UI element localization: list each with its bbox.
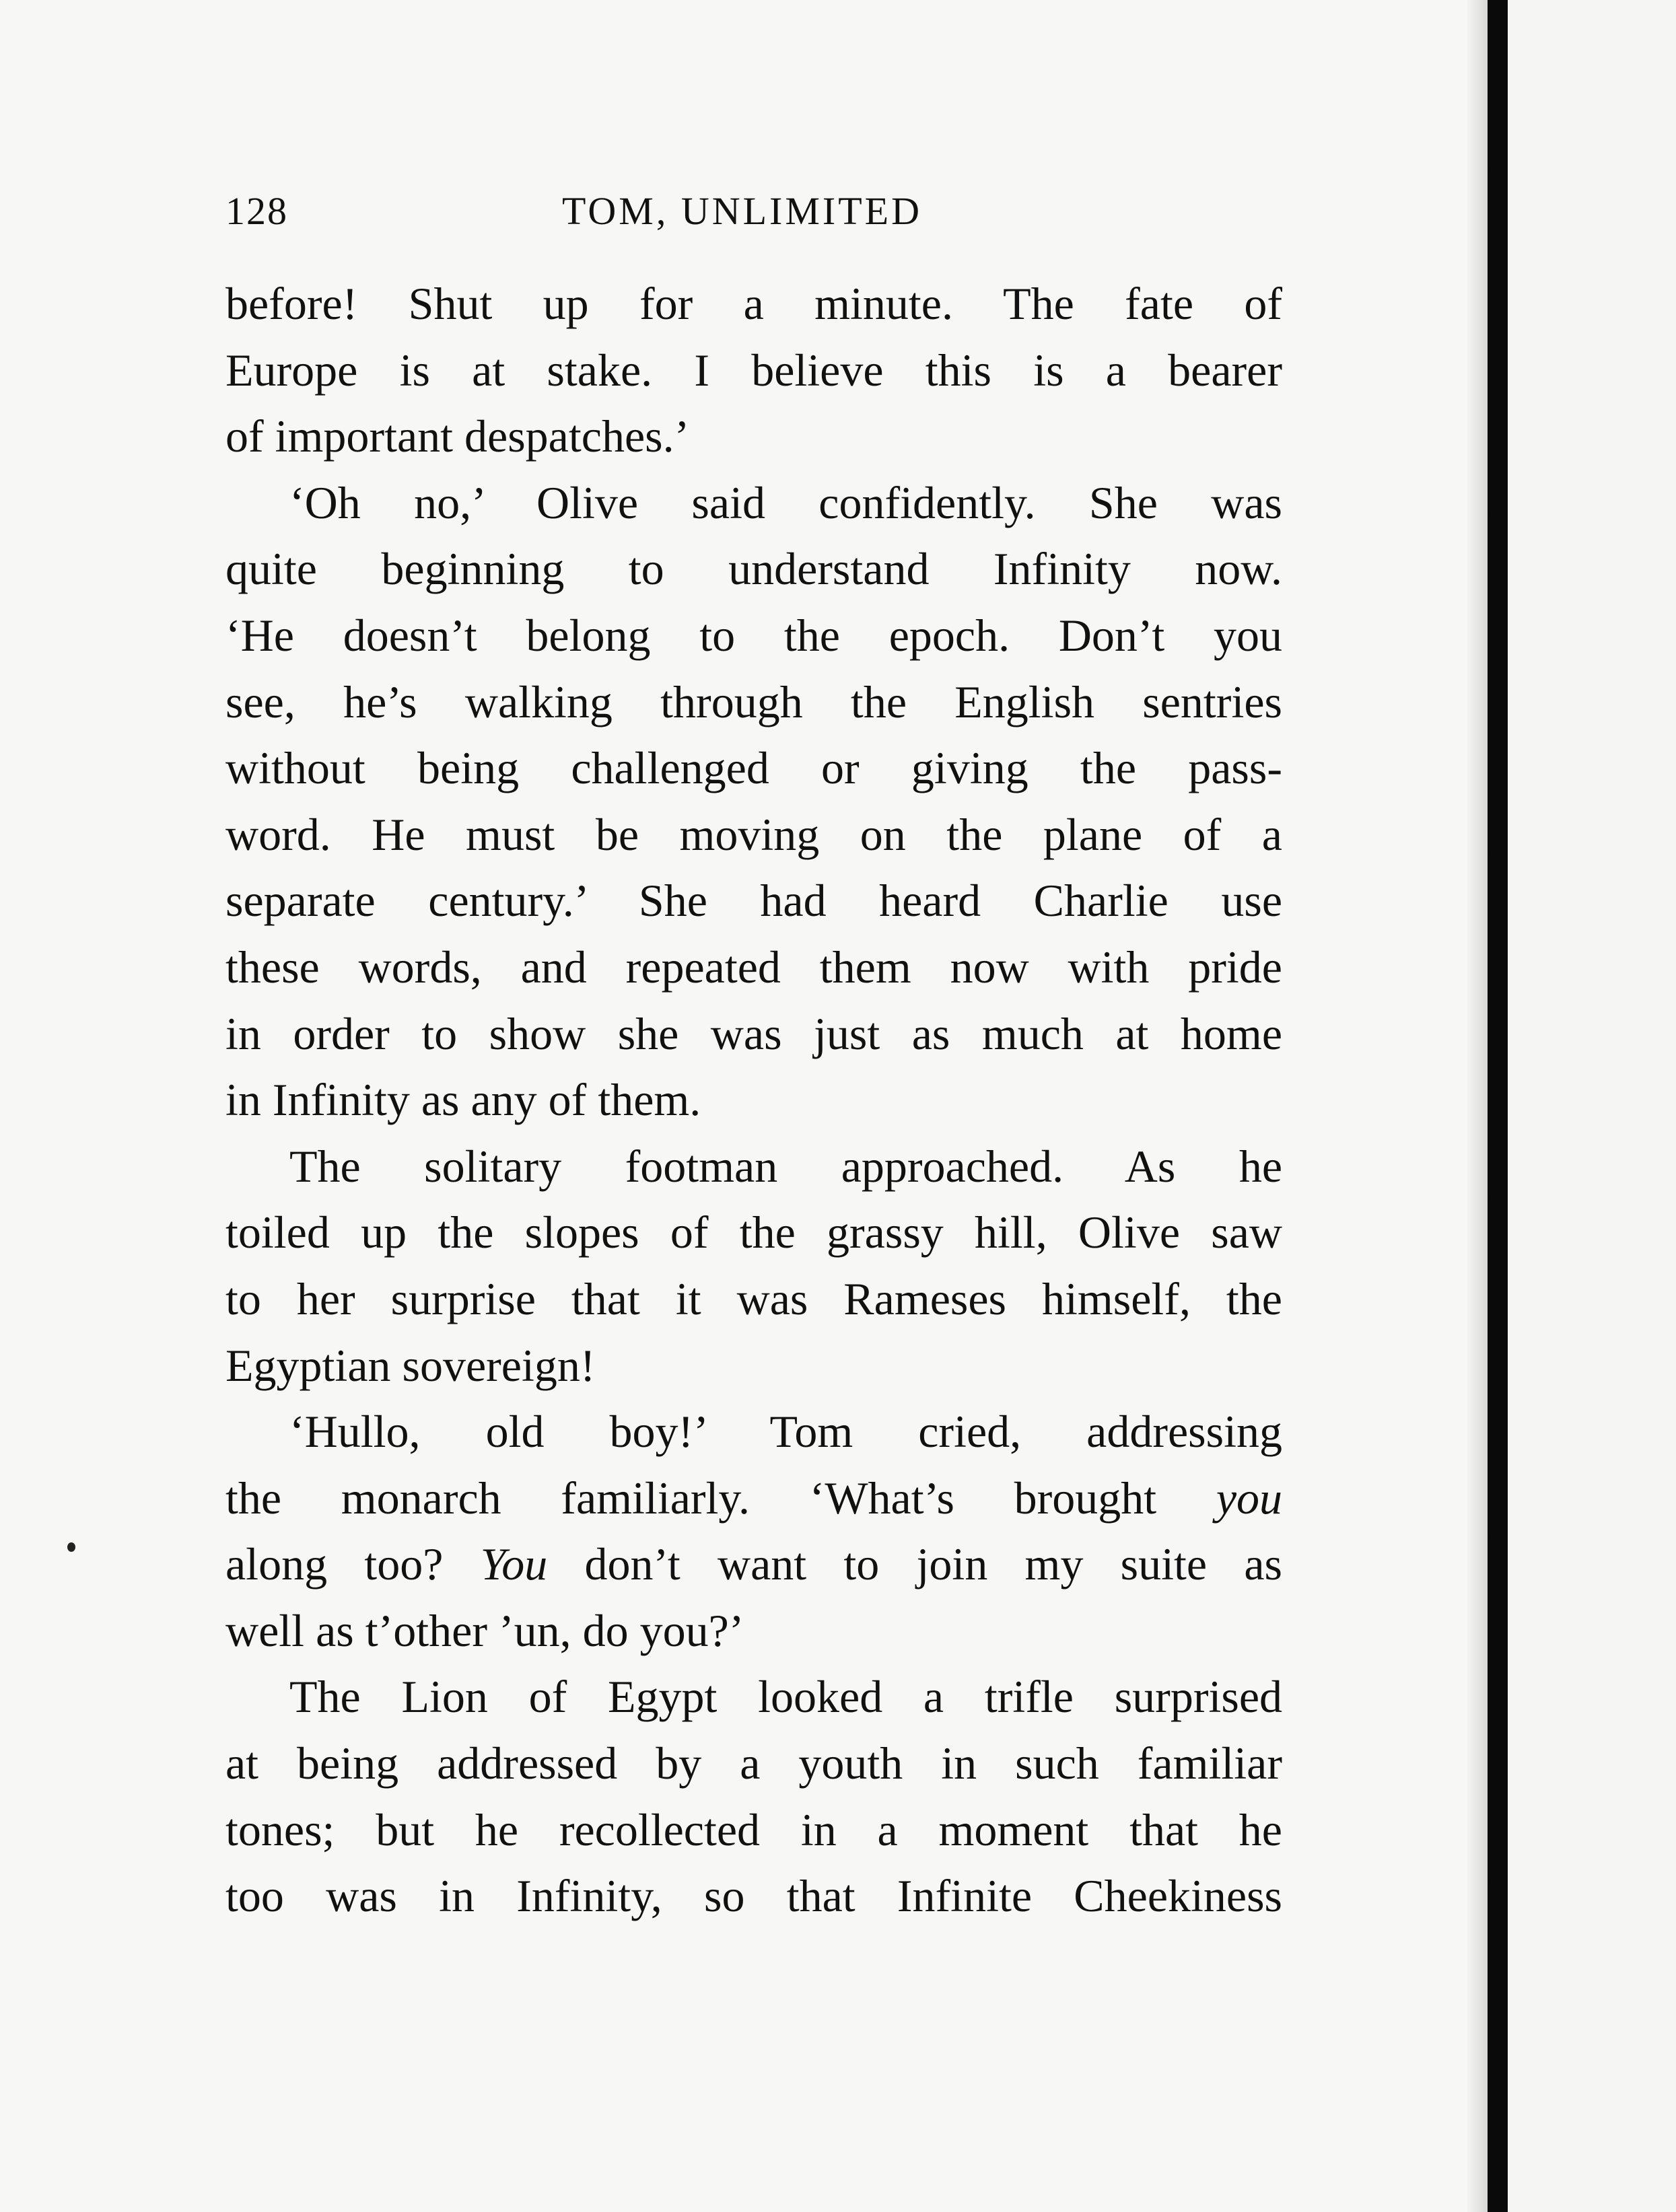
text-line: ‘Oh no,’ Olive said confidently. She was [289, 476, 1282, 528]
italic-run: you [1216, 1472, 1282, 1524]
text-line: at being addressed by a youth in such familiar [225, 1738, 1282, 1789]
text-line: too was in Infinity, so that Infinite Cheekiness [225, 1870, 1282, 1922]
facing-page-edge [1508, 0, 1676, 2212]
text-line: before! Shut up for a minute. The fate of [225, 278, 1282, 329]
running-head [225, 188, 1282, 236]
text-line: in order to show she was just as much at home [225, 1007, 1282, 1059]
text-line: tones; but he recollected in a moment that he [225, 1804, 1282, 1855]
running-title: TOM, UNLIMITED [562, 189, 922, 233]
ink-speck [67, 1542, 75, 1552]
text-run: along too? [225, 1538, 481, 1590]
page-gutter-shadow [1467, 0, 1488, 2212]
text-line: see, he’s walking through the English sentries [225, 676, 1282, 727]
text-line [225, 1465, 1282, 1532]
text-line: without being challenged or giving the pass- [225, 742, 1282, 794]
text-line: Egyptian sovereign! [225, 1339, 596, 1391]
book-binding [1488, 0, 1508, 2212]
text-line: toiled up the slopes of the grassy hill, Olive saw [225, 1207, 1282, 1258]
text-line [225, 1531, 1282, 1598]
body-text [225, 271, 1282, 1929]
text-run: the monarch familiarly. ‘What’s brought [225, 1472, 1216, 1524]
text-line: ‘Hullo, old boy!’ Tom cried, addressing [289, 1406, 1282, 1458]
text-line: ‘He doesn’t belong to the epoch. Don’t you [225, 609, 1282, 661]
text-run: don’t want to join my suite as [547, 1538, 1282, 1590]
page-number: 128 [225, 189, 288, 233]
text-line: to her surprise that it was Rameses himself, the [225, 1273, 1282, 1324]
text-line: The Lion of Egypt looked a trifle surprised [289, 1671, 1282, 1723]
text-line: Europe is at stake. I believe this is a bearer [225, 344, 1282, 396]
text-line: in Infinity as any of them. [225, 1074, 701, 1126]
text-line: quite beginning to understand Infinity now. [225, 543, 1282, 595]
text-line: The solitary footman approached. As he [289, 1140, 1282, 1192]
text-line: of important despatches.’ [225, 411, 690, 462]
text-line: separate century.’ She had heard Charlie use [225, 875, 1282, 927]
italic-run: You [480, 1538, 548, 1590]
text-line: well as t’other ’un, do you?’ [225, 1604, 744, 1656]
text-line: word. He must be moving on the plane of a [225, 808, 1282, 860]
text-line: these words, and repeated them now with pride [225, 941, 1282, 993]
